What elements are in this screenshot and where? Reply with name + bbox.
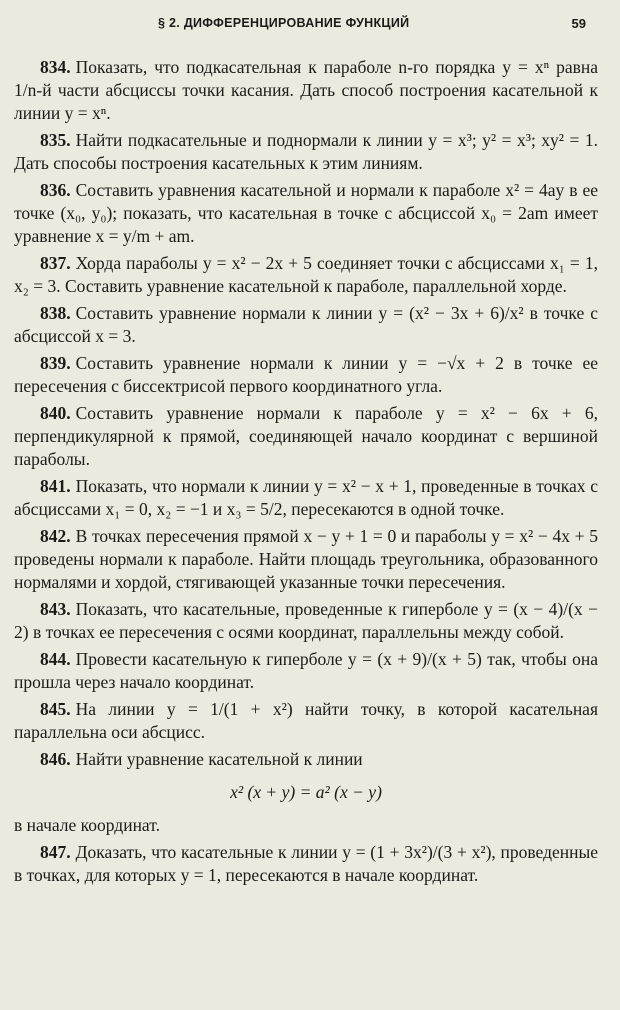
problem-835 xyxy=(14,129,598,175)
problem-number: 836. xyxy=(40,180,71,200)
page-number: 59 xyxy=(571,16,586,31)
problem-number: 838. xyxy=(40,303,71,323)
problem-839 xyxy=(14,352,598,398)
problem-number: 841. xyxy=(40,476,71,496)
problem-text: Показать, что нормали к линии y = x² − x + 1, проведенные в точках с абсциссами x₁ = 0, x₂ = −1 и x₃ = 5/2, пересекаются в одной точке. xyxy=(14,476,598,519)
problem-number: 846. xyxy=(40,749,71,769)
problems-list xyxy=(14,56,598,891)
problem-text: На линии y = 1/(1 + x²) найти точку, в которой касательная параллельна оси абсцисс. xyxy=(14,699,598,742)
problem-840 xyxy=(14,402,598,471)
problem-845 xyxy=(14,698,598,744)
problem-number: 839. xyxy=(40,353,71,373)
problem-841 xyxy=(14,475,598,521)
problem-847 xyxy=(14,841,598,887)
problem-number: 835. xyxy=(40,130,71,150)
problem-837 xyxy=(14,252,598,298)
problem-number: 837. xyxy=(40,253,71,273)
problem-834 xyxy=(14,56,598,125)
problem-number: 847. xyxy=(40,842,71,862)
problem-838 xyxy=(14,302,598,348)
problem-text: Составить уравнение нормали к параболе y = x² − 6x + 6, перпендикулярной к прямой, соединяющей начало координат с вершиной параболы. xyxy=(14,403,598,469)
problem-number: 843. xyxy=(40,599,71,619)
problem-text-continued: в начале координат. xyxy=(14,815,160,835)
problem-number: 845. xyxy=(40,699,71,719)
problem-text: В точках пересечения прямой x − y + 1 = 0 и параболы y = x² − 4x + 5 проведены нормали к параболе. Найти площадь треугольника, образованного нормалями и хордой, стягивающей указанные точки пересечения. xyxy=(14,526,598,592)
problem-text: Провести касательную к гиперболе y = (x + 9)/(x + 5) так, чтобы она прошла через начало координат. xyxy=(14,649,598,692)
page-header xyxy=(0,14,620,38)
problem-836 xyxy=(14,179,598,248)
problem-846 xyxy=(14,748,598,837)
problem-843 xyxy=(14,598,598,644)
problem-text: Составить уравнение нормали к линии y = (x² − 3x + 6)/x² в точке с абсциссой x = 3. xyxy=(14,303,598,346)
problem-number: 844. xyxy=(40,649,71,669)
problem-842 xyxy=(14,525,598,594)
problem-number: 840. xyxy=(40,403,71,423)
problem-text: Показать, что касательные, проведенные к гиперболе y = (x − 4)/(x − 2) в точках ее пересечения с осями координат, параллельны между собой. xyxy=(14,599,598,642)
running-head: § 2. ДИФФЕРЕНЦИРОВАНИЕ ФУНКЦИЙ xyxy=(158,16,410,30)
problem-text: Доказать, что касательные к линии y = (1 + 3x²)/(3 + x²), проведенные в точках, для которых y = 1, пересекаются в начале координат. xyxy=(14,842,598,885)
problem-text: Показать, что подкасательная к параболе n-го порядка y = xⁿ равна 1/n-й части абсциссы точки касания. Дать способ построения касательной к линии y = xⁿ. xyxy=(14,57,598,123)
problem-number: 842. xyxy=(40,526,71,546)
problem-text: Найти уравнение касательной к линии xyxy=(75,749,363,769)
problem-number: 834. xyxy=(40,57,71,77)
problem-text: Составить уравнение нормали к линии y = −√x + 2 в точке ее пересечения с биссектрисой первого координатного угла. xyxy=(14,353,598,396)
problem-844 xyxy=(14,648,598,694)
problem-text: Составить уравнения касательной и нормали к параболе x² = 4ay в ее точке (x₀, y₀); показать, что касательная в точке с абсциссой x₀ = 2am имеет уравнение x = y/m + am. xyxy=(14,180,598,246)
display-formula: x² (x + y) = a² (x − y) xyxy=(230,782,382,802)
problem-text: Найти подкасательные и поднормали к линии y = x³; y² = x³; xy² = 1. Дать способы построения касательных к этим линиям. xyxy=(14,130,598,173)
problem-text: Хорда параболы y = x² − 2x + 5 соединяет точки с абсциссами x₁ = 1, x₂ = 3. Составить уравнение касательной к параболе, параллельной хорде. xyxy=(14,253,598,296)
